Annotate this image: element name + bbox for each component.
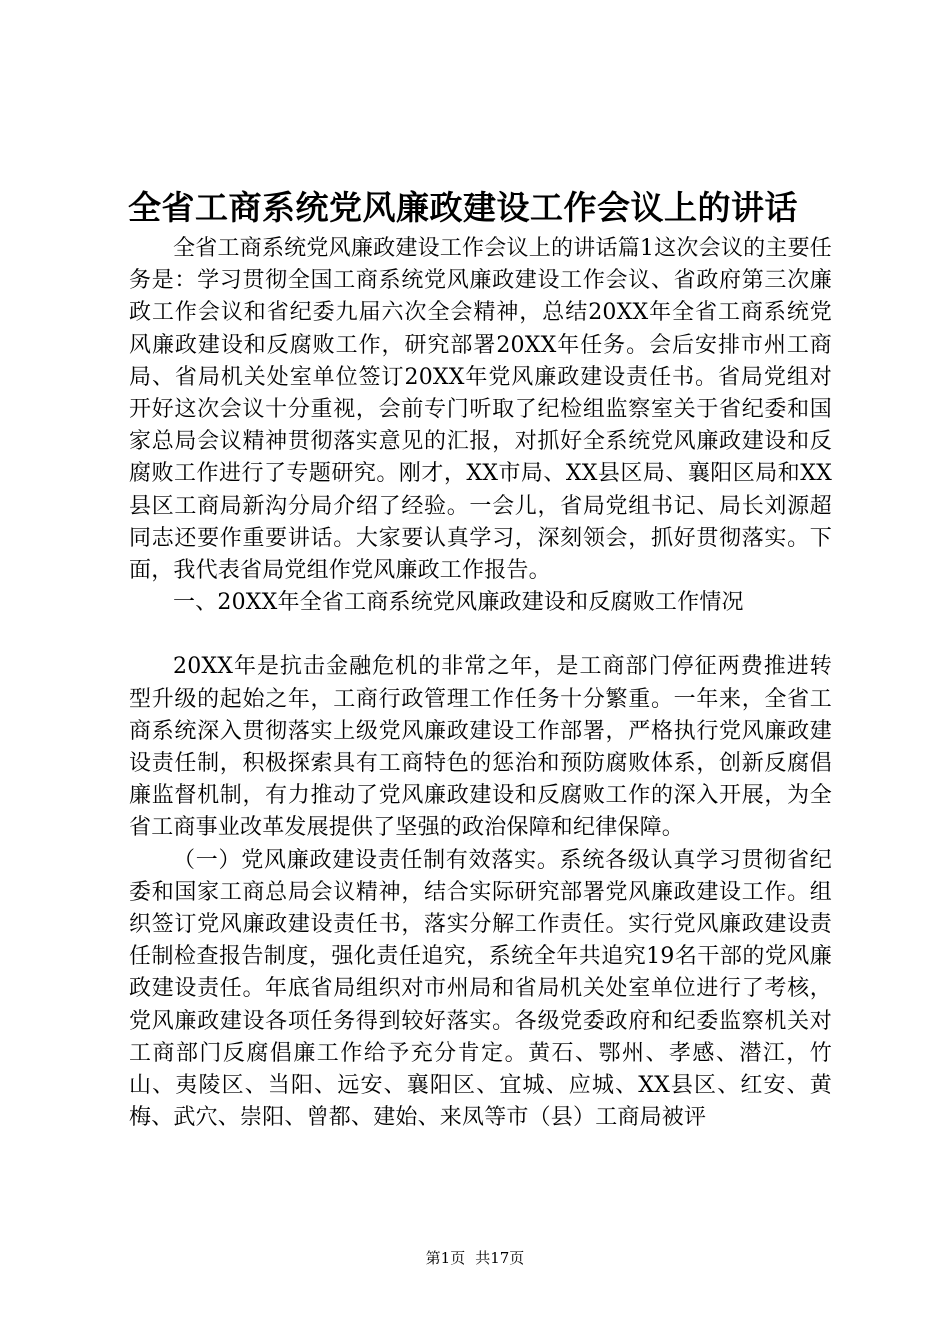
paragraph-intro: 全省工商系统党风廉政建设工作会议上的讲话篇1这次会议的主要任务是：学习贯彻全国工商系统党风廉政建设工作会议、省政府第三次廉政工作会议和省纪委九届六次全会精神，总结20XX年全省工商系统党风廉政建设和反腐败工作，研究部署20XX年任务。会后安排市州工商局、省局机关处室单位签订20XX年党风廉政建设责任书。省局党组对开好这次会议十分重视，会前专门听取了纪检组监察室关于省纪委和国家总局会议精神贯彻落实意见的汇报，对抓好全系统党风廉政建设和反腐败工作进行了专题研究。刚才，XX市局、XX县区局、襄阳区局和XX县区工商局新沟分局介绍了经验。一会儿，省局党组书记、局长刘源超同志还要作重要讲话。大家要认真学习，深刻领会，抓好贯彻落实。下面，我代表省局党组作党风廉政工作报告。 (129, 236, 832, 584)
paragraph-overview: 20XX年是抗击金融危机的非常之年，是工商部门停征两费推进转型升级的起始之年，工商行政管理工作任务十分繁重。一年来，全省工商系统深入贯彻落实上级党风廉政建设工作部署，严格执行党风廉政建设责任制，积极探索具有工商特色的惩治和预防腐败体系，创新反腐倡廉监督机制，有力推动了党风廉政建设和反腐败工作的深入开展，为全省工商事业改革发展提供了坚强的政治保障和纪律保障。 (129, 654, 832, 841)
section-heading-1: 一、20XX年全省工商系统党风廉政建设和反腐败工作情况 (173, 590, 744, 616)
document-title: 全省工商系统党风廉政建设工作会议上的讲话 (128, 188, 798, 227)
page-number: 第1页 (425, 1249, 466, 1267)
paragraph-subsection-1: （一）党风廉政建设责任制有效落实。系统各级认真学习贯彻省纪委和国家工商总局会议精神，结合实际研究部署党风廉政建设工作。组织签订党风廉政建设责任书，落实分解工作责任。实行党风廉政建设责任制检查报告制度，强化责任追究，系统全年共追究19名干部的党风廉政建设责任。年底省局组织对市州局和省局机关处室单位进行了考核，党风廉政建设各项任务得到较好落实。各级党委政府和纪委监察机关对工商部门反腐倡廉工作给予充分肯定。黄石、鄂州、孝感、潜江，竹山、夷陵区、当阳、远安、襄阳区、宜城、应城、XX县区、红安、黄梅、武穴、崇阳、曾都、建始、来凤等市（县）工商局被评 (129, 847, 832, 1131)
page-total: 共17页 (475, 1249, 525, 1267)
document-body (129, 233, 832, 1134)
page-footer (0, 1248, 950, 1268)
